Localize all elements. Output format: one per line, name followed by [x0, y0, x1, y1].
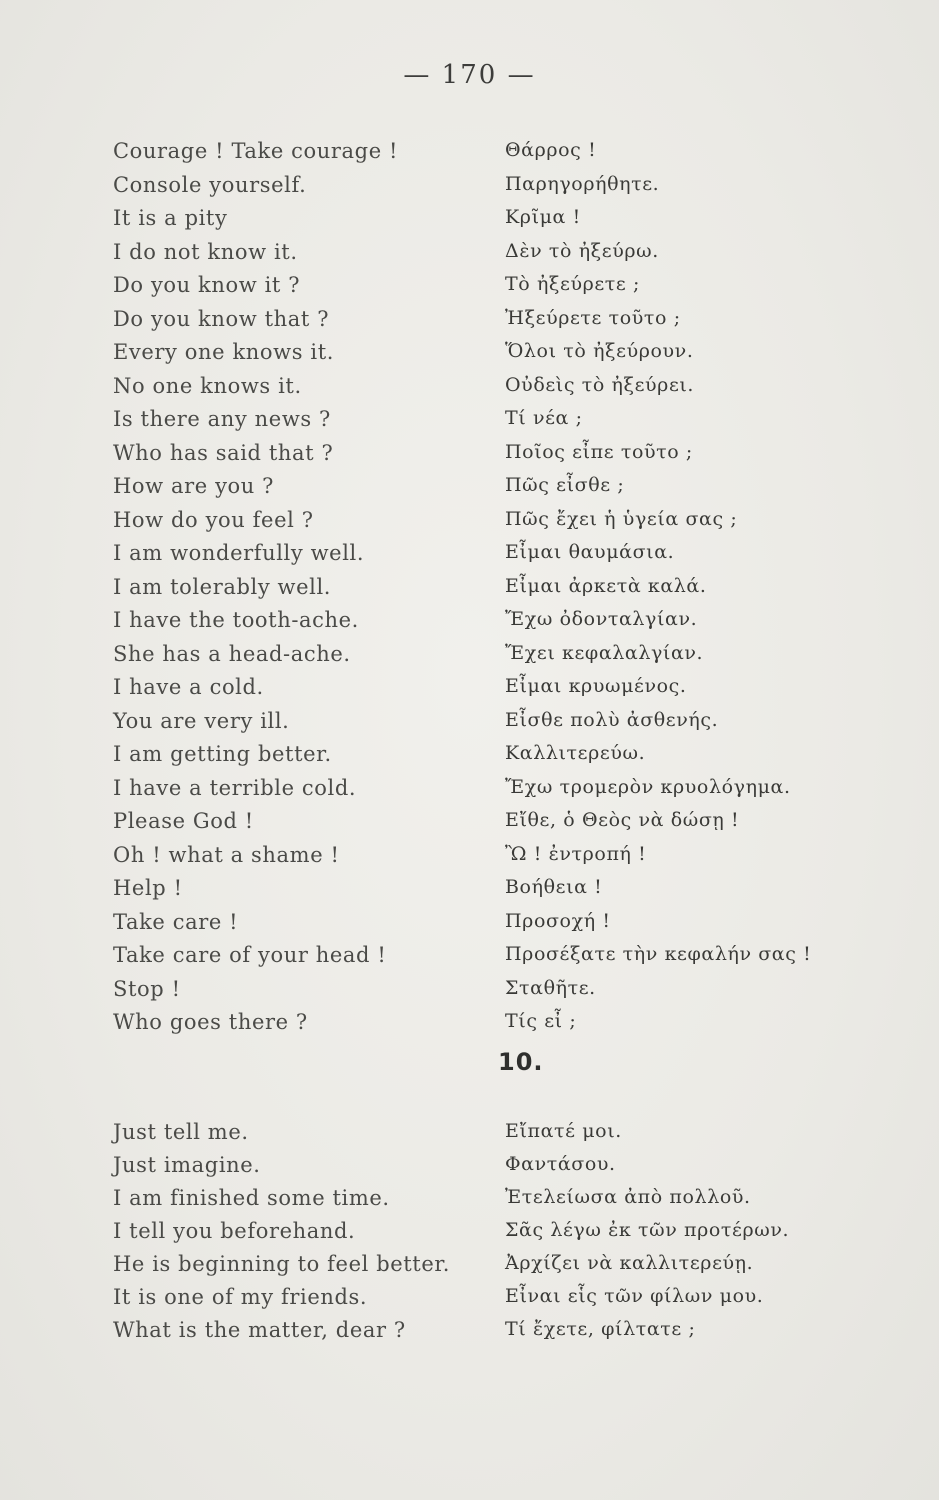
greek-phrase: Τίς εἶ ; [505, 1010, 577, 1032]
greek-phrase: Σταθῆτε. [505, 976, 596, 999]
english-phrase: Who goes there ? [113, 1010, 308, 1034]
phrase-row [0, 809, 939, 842]
phrase-row [0, 374, 939, 407]
english-phrase: Every one knows it. [113, 340, 335, 364]
english-phrase: It is one of my friends. [113, 1285, 368, 1309]
phrase-row [0, 1318, 939, 1351]
phrase-row [0, 340, 939, 373]
phrase-row [0, 307, 939, 340]
english-phrase: Oh ! what a shame ! [113, 842, 340, 867]
page-number: — 170 — [403, 60, 536, 90]
english-phrase: How are you ? [113, 474, 275, 498]
english-phrase: Stop ! [113, 976, 181, 1001]
phrase-row [0, 776, 939, 809]
phrase-row [0, 843, 939, 876]
english-phrase: Do you know that ? [113, 306, 330, 331]
greek-phrase: Εἶναι εἷς τῶν φίλων μου. [505, 1285, 764, 1307]
greek-phrase: Ἔχω ὀδονταλγίαν. [505, 608, 698, 630]
english-phrase: Courage ! Take courage ! [113, 139, 399, 163]
phrase-row [0, 173, 939, 206]
greek-phrase: Σᾶς λέγω ἐκ τῶν προτέρων. [505, 1219, 790, 1241]
phrase-row [0, 508, 939, 541]
phrase-row [0, 977, 939, 1010]
greek-phrase: Δὲν τὸ ἠξεύρω. [505, 239, 659, 262]
english-phrase: Take care ! [113, 909, 239, 934]
english-phrase: I am wonderfully well. [113, 541, 365, 565]
phrase-row [0, 1153, 939, 1186]
phrase-row [0, 1219, 939, 1252]
phrase-row [0, 675, 939, 708]
english-phrase: She has a head-ache. [113, 641, 351, 666]
english-phrase: Help ! [113, 876, 183, 900]
english-phrase: Is there any news ? [113, 407, 331, 431]
phrase-row [0, 575, 939, 608]
english-phrase: It is a pity [113, 206, 228, 230]
phrase-row [0, 474, 939, 507]
greek-phrase: Θάρρος ! [505, 139, 597, 161]
english-phrase: Please God ! [113, 809, 254, 833]
english-phrase: I am finished some time. [113, 1186, 390, 1210]
greek-phrase: Προσέξατε τὴν κεφαλήν σας ! [505, 943, 812, 965]
english-phrase: Just tell me. [113, 1120, 249, 1144]
phrase-row [0, 642, 939, 675]
greek-phrase: Εἴθε, ὁ Θεὸς νὰ δώσῃ ! [505, 809, 740, 831]
english-phrase: I do not know it. [113, 239, 298, 264]
greek-phrase: Παρηγορήθητε. [505, 172, 660, 195]
english-phrase: What is the matter, dear ? [113, 1318, 406, 1342]
phrase-row [0, 441, 939, 474]
phrase-row [0, 608, 939, 641]
greek-phrase: Τί ἔχετε, φίλτατε ; [505, 1318, 696, 1340]
phrase-row [0, 1186, 939, 1219]
phrase-row [0, 1010, 939, 1043]
phrase-row [0, 1252, 939, 1285]
phrase-row [0, 910, 939, 943]
greek-phrase: Εἶμαι ἀρκετὰ καλά. [505, 574, 707, 597]
greek-phrase: Πῶς ἔχει ἡ ὑγεία σας ; [505, 507, 738, 530]
phrase-row [0, 240, 939, 273]
phrase-row [0, 1285, 939, 1318]
phrase-row [0, 139, 939, 172]
greek-phrase: Εἶμαι κρυωμένος. [505, 675, 687, 697]
english-phrase: I have a cold. [113, 675, 264, 699]
english-phrase: Who has said that ? [113, 440, 334, 465]
phrase-row [0, 273, 939, 306]
greek-phrase: Τί νέα ; [505, 407, 583, 429]
greek-phrase: Ἀρχίζει νὰ καλλιτερεύῃ. [505, 1252, 754, 1274]
phrase-row [0, 709, 939, 742]
section-number: 10. [498, 1048, 544, 1076]
greek-phrase: Βοήθεια ! [505, 876, 603, 898]
english-phrase: You are very ill. [113, 708, 290, 733]
english-phrase: Take care of your head ! [113, 943, 387, 967]
greek-phrase: Εἶμαι θαυμάσια. [505, 541, 675, 563]
greek-phrase: Κρῖμα ! [505, 206, 581, 228]
greek-phrase: Ἔχει κεφαλαλγίαν. [505, 641, 704, 664]
phrase-row [0, 876, 939, 909]
greek-phrase: Ὢ ! ἐντροπή ! [505, 842, 647, 865]
english-phrase: Just imagine. [113, 1153, 261, 1177]
greek-phrase: Φαντάσου. [505, 1153, 616, 1175]
greek-phrase: Καλλιτερεύω. [505, 742, 646, 764]
english-phrase: I am tolerably well. [113, 574, 332, 599]
english-phrase: I am getting better. [113, 742, 332, 766]
english-phrase: Do you know it ? [113, 273, 301, 297]
greek-phrase: Ἠξεύρετε τοῦτο ; [505, 306, 681, 329]
phrase-row [0, 943, 939, 976]
phrase-row [0, 742, 939, 775]
english-phrase: I tell you beforehand. [113, 1219, 356, 1243]
phrase-row [0, 541, 939, 574]
phrase-row [0, 206, 939, 239]
greek-phrase: Ἐτελείωσα ἀπὸ πολλοῦ. [505, 1186, 751, 1208]
greek-phrase: Ποῖος εἶπε τοῦτο ; [505, 440, 693, 463]
phrase-row [0, 407, 939, 440]
greek-phrase: Προσοχή ! [505, 909, 611, 932]
english-phrase: No one knows it. [113, 373, 302, 398]
english-phrase: I have the tooth-ache. [113, 608, 359, 632]
english-phrase: I have a terrible cold. [113, 775, 357, 800]
english-phrase: How do you feel ? [113, 507, 314, 532]
greek-phrase: Τὸ ἠξεύρετε ; [505, 273, 641, 295]
english-phrase: Console yourself. [113, 172, 307, 197]
greek-phrase: Ὅλοι τὸ ἠξεύρουν. [505, 340, 694, 362]
greek-phrase: Οὐδεὶς τὸ ἠξεύρει. [505, 373, 695, 396]
english-phrase: He is beginning to feel better. [113, 1252, 450, 1276]
greek-phrase: Εἶσθε πολὺ ἀσθενής. [505, 708, 719, 731]
greek-phrase: Εἴπατέ μοι. [505, 1120, 622, 1142]
greek-phrase: Ἔχω τρομερὸν κρυολόγημα. [505, 775, 791, 798]
phrase-row [0, 1120, 939, 1153]
greek-phrase: Πῶς εἶσθε ; [505, 474, 625, 496]
